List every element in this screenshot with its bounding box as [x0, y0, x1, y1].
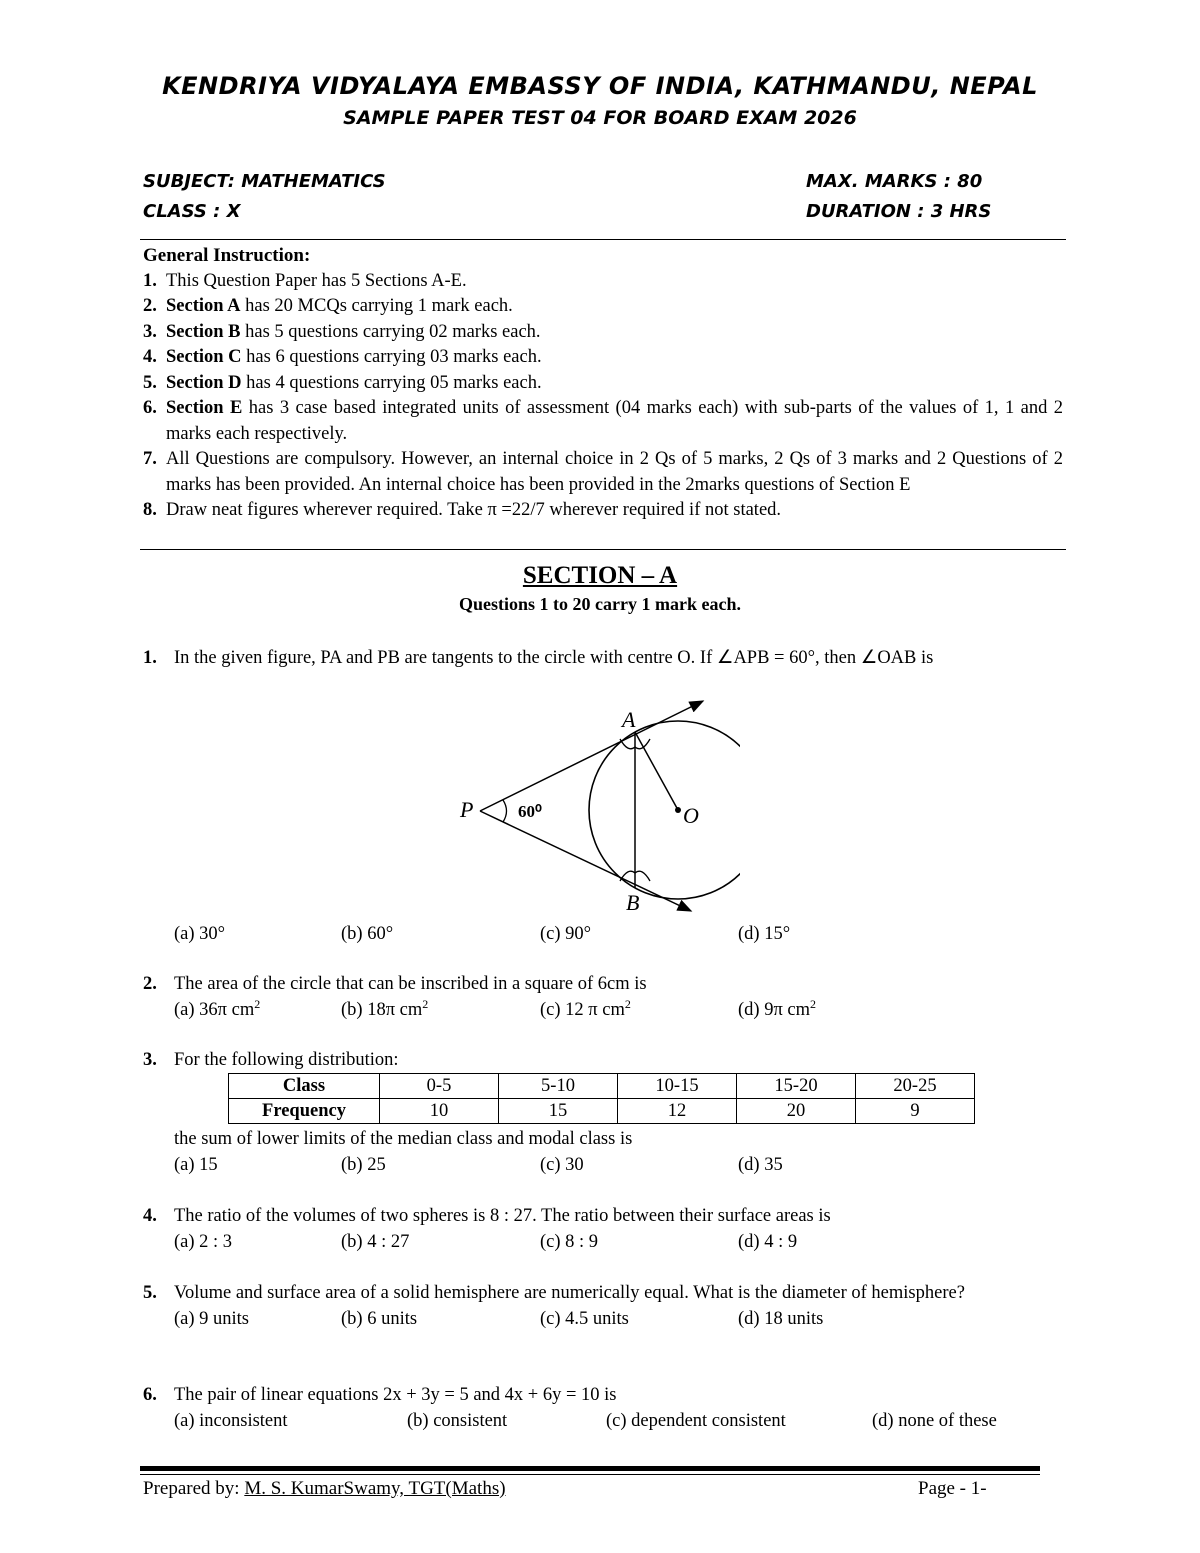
duration-label: DURATION : 3 HRS [806, 201, 992, 222]
footer-rule-thin [140, 1474, 1040, 1475]
option-d[interactable]: (d) none of these [872, 1410, 997, 1431]
option-d[interactable]: (d) 35 [738, 1154, 783, 1175]
option-b[interactable]: (b) 6 units [341, 1308, 418, 1329]
section-title: SECTION – A [522, 562, 678, 589]
author-name: M. S. KumarSwamy, TGT(Maths) [244, 1478, 506, 1499]
angle-label: 60⁰ [518, 802, 542, 821]
question-text: Volume and surface area of a solid hemisphere are numerically equal. What is the diameter of hemisphere? [174, 1283, 965, 1303]
instruction-item: 6. Section E has 3 case based integrated units of assessment (04 marks each) with sub-parts of the values of 1, 1 and 2 marks each respectively. [143, 398, 1063, 444]
question-1 [143, 646, 1063, 672]
instruction-item: 2. Section A has 20 MCQs carrying 1 mark each. [143, 296, 513, 316]
option-c[interactable]: (c) 4.5 units [540, 1308, 629, 1329]
instruction-item: 8. Draw neat figures wherever required. Take π =22/7 wherever required if not stated. [143, 500, 782, 520]
option-b[interactable]: (b) consistent [407, 1410, 508, 1431]
option-b[interactable]: (b) 18π $cm^2$ [341, 996, 429, 1020]
question-text: The pair of linear equations 2x + 3y = 5 and 4x + 6y = 10 is [174, 1385, 617, 1405]
instructions-rule [140, 549, 1066, 550]
question-3-after [143, 1127, 1063, 1178]
question-2 [143, 972, 1063, 1023]
option-c[interactable]: (c) 8 : 9 [540, 1231, 599, 1252]
option-d[interactable]: (d) 9π $cm^2$ [738, 996, 817, 1020]
school-name: KENDRIYA VIDYALAYA EMBASSY OF INDIA, KATHMANDU, NEPAL [162, 72, 1038, 100]
instruction-item: 5. Section D has 4 questions carrying 05 marks each. [143, 372, 542, 393]
option-a[interactable]: (a) 9 units [174, 1308, 250, 1329]
instructions-list [143, 269, 1063, 524]
option-b[interactable]: (b) 60° [341, 924, 394, 944]
option-a[interactable]: (a) 15 [174, 1154, 218, 1175]
question-6 [143, 1383, 1063, 1434]
table-cell: 20 [737, 1099, 856, 1124]
frequency-table [228, 1073, 975, 1124]
table-cell: 20-25 [856, 1074, 975, 1099]
table-cell: 9 [856, 1099, 975, 1124]
question-3 [143, 1048, 1063, 1074]
tangent-pb [480, 811, 691, 911]
table-cell: 0-5 [380, 1074, 499, 1099]
option-a[interactable]: (a) inconsistent [174, 1410, 288, 1431]
option-d[interactable]: (d) 15° [738, 924, 791, 944]
table-cell: Frequency [229, 1099, 380, 1124]
option-d[interactable]: (d) 18 units [738, 1308, 824, 1329]
instruction-item: 3. Section B has 5 questions carrying 02 marks each. [143, 321, 541, 342]
instruction-item: 4. Section C has 6 questions carrying 03 marks each. [143, 347, 542, 367]
question-5 [143, 1281, 1063, 1332]
question-number: 4. [143, 1206, 157, 1226]
paper-title: SAMPLE PAPER TEST 04 FOR BOARD EXAM 2026 [343, 107, 857, 129]
option-b[interactable]: (b) 4 : 27 [341, 1231, 410, 1252]
general-instructions [143, 243, 1063, 524]
option-a[interactable]: (a) 36π $cm^2$ [174, 996, 261, 1020]
centre-point [675, 807, 681, 813]
max-marks-label: MAX. MARKS : 80 [806, 171, 983, 192]
option-c[interactable]: (c) 90° [540, 924, 592, 944]
option-d[interactable]: (d) 4 : 9 [738, 1231, 798, 1252]
question-number: 6. [143, 1385, 157, 1405]
table-cell: 15-20 [737, 1074, 856, 1099]
table-row [229, 1099, 975, 1124]
table-cell: 15 [499, 1099, 618, 1124]
question-1-options [143, 922, 1063, 948]
question-number: 2. [143, 974, 157, 994]
option-c[interactable]: (c) 30 [540, 1154, 584, 1175]
angle-arc-p [503, 800, 507, 822]
table-cell: 10 [380, 1099, 499, 1124]
footer-credit: Prepared by: M. S. KumarSwamy, TGT(Maths) [143, 1478, 506, 1499]
footer-rule-thick [140, 1466, 1040, 1471]
instruction-item: 7. All Questions are compulsory. However, an internal choice in 2 Qs of 5 marks, 2 Qs of 3 marks and 2 Questions of 2 marks has been provided. An internal choice has been provided in the 2marks questions of Section E [143, 449, 1063, 495]
question-text: In the given figure, PA and PB are tangents to the circle with centre O. If ∠APB = 60°, then ∠OAB is [174, 648, 934, 668]
page-number: Page - 1- [918, 1478, 987, 1499]
instructions-title: General Instruction: [143, 245, 311, 266]
label-a: A [622, 707, 636, 732]
section-subtitle: Questions 1 to 20 carry 1 mark each. [459, 594, 741, 614]
table-cell: 10-15 [618, 1074, 737, 1099]
table-cell: Class [229, 1074, 380, 1099]
question-4 [143, 1204, 1063, 1255]
label-o: O [683, 803, 699, 828]
question-text: For the following distribution: [174, 1050, 399, 1070]
question-text: The ratio of the volumes of two spheres is 8 : 27. The ratio between their surface areas is [174, 1206, 831, 1226]
table-row [229, 1074, 975, 1099]
option-c[interactable]: (c) dependent consistent [606, 1410, 786, 1431]
subject-label: SUBJECT: MATHEMATICS [143, 171, 386, 192]
option-c[interactable]: (c) 12 π $cm^2$ [540, 996, 631, 1020]
header-rule [140, 239, 1066, 240]
table-cell: 12 [618, 1099, 737, 1124]
radius-oa [635, 732, 678, 810]
question-text: The area of the circle that can be inscribed in a square of 6cm is [174, 974, 647, 994]
option-a[interactable]: (a) 2 : 3 [174, 1231, 233, 1252]
tangent-circle-figure [440, 695, 740, 920]
circle [589, 721, 740, 899]
question-text: the sum of lower limits of the median class and modal class is [174, 1129, 633, 1149]
question-number: 1. [143, 648, 157, 668]
instruction-item: 1. This Question Paper has 5 Sections A-E. [143, 270, 467, 291]
option-b[interactable]: (b) 25 [341, 1154, 386, 1175]
option-a[interactable]: (a) 30° [174, 924, 226, 944]
label-p: P [460, 797, 474, 822]
question-number: 3. [143, 1050, 157, 1070]
class-label: CLASS : X [143, 201, 241, 222]
question-number: 5. [143, 1283, 157, 1303]
table-cell: 5-10 [499, 1074, 618, 1099]
label-b: B [626, 890, 640, 915]
